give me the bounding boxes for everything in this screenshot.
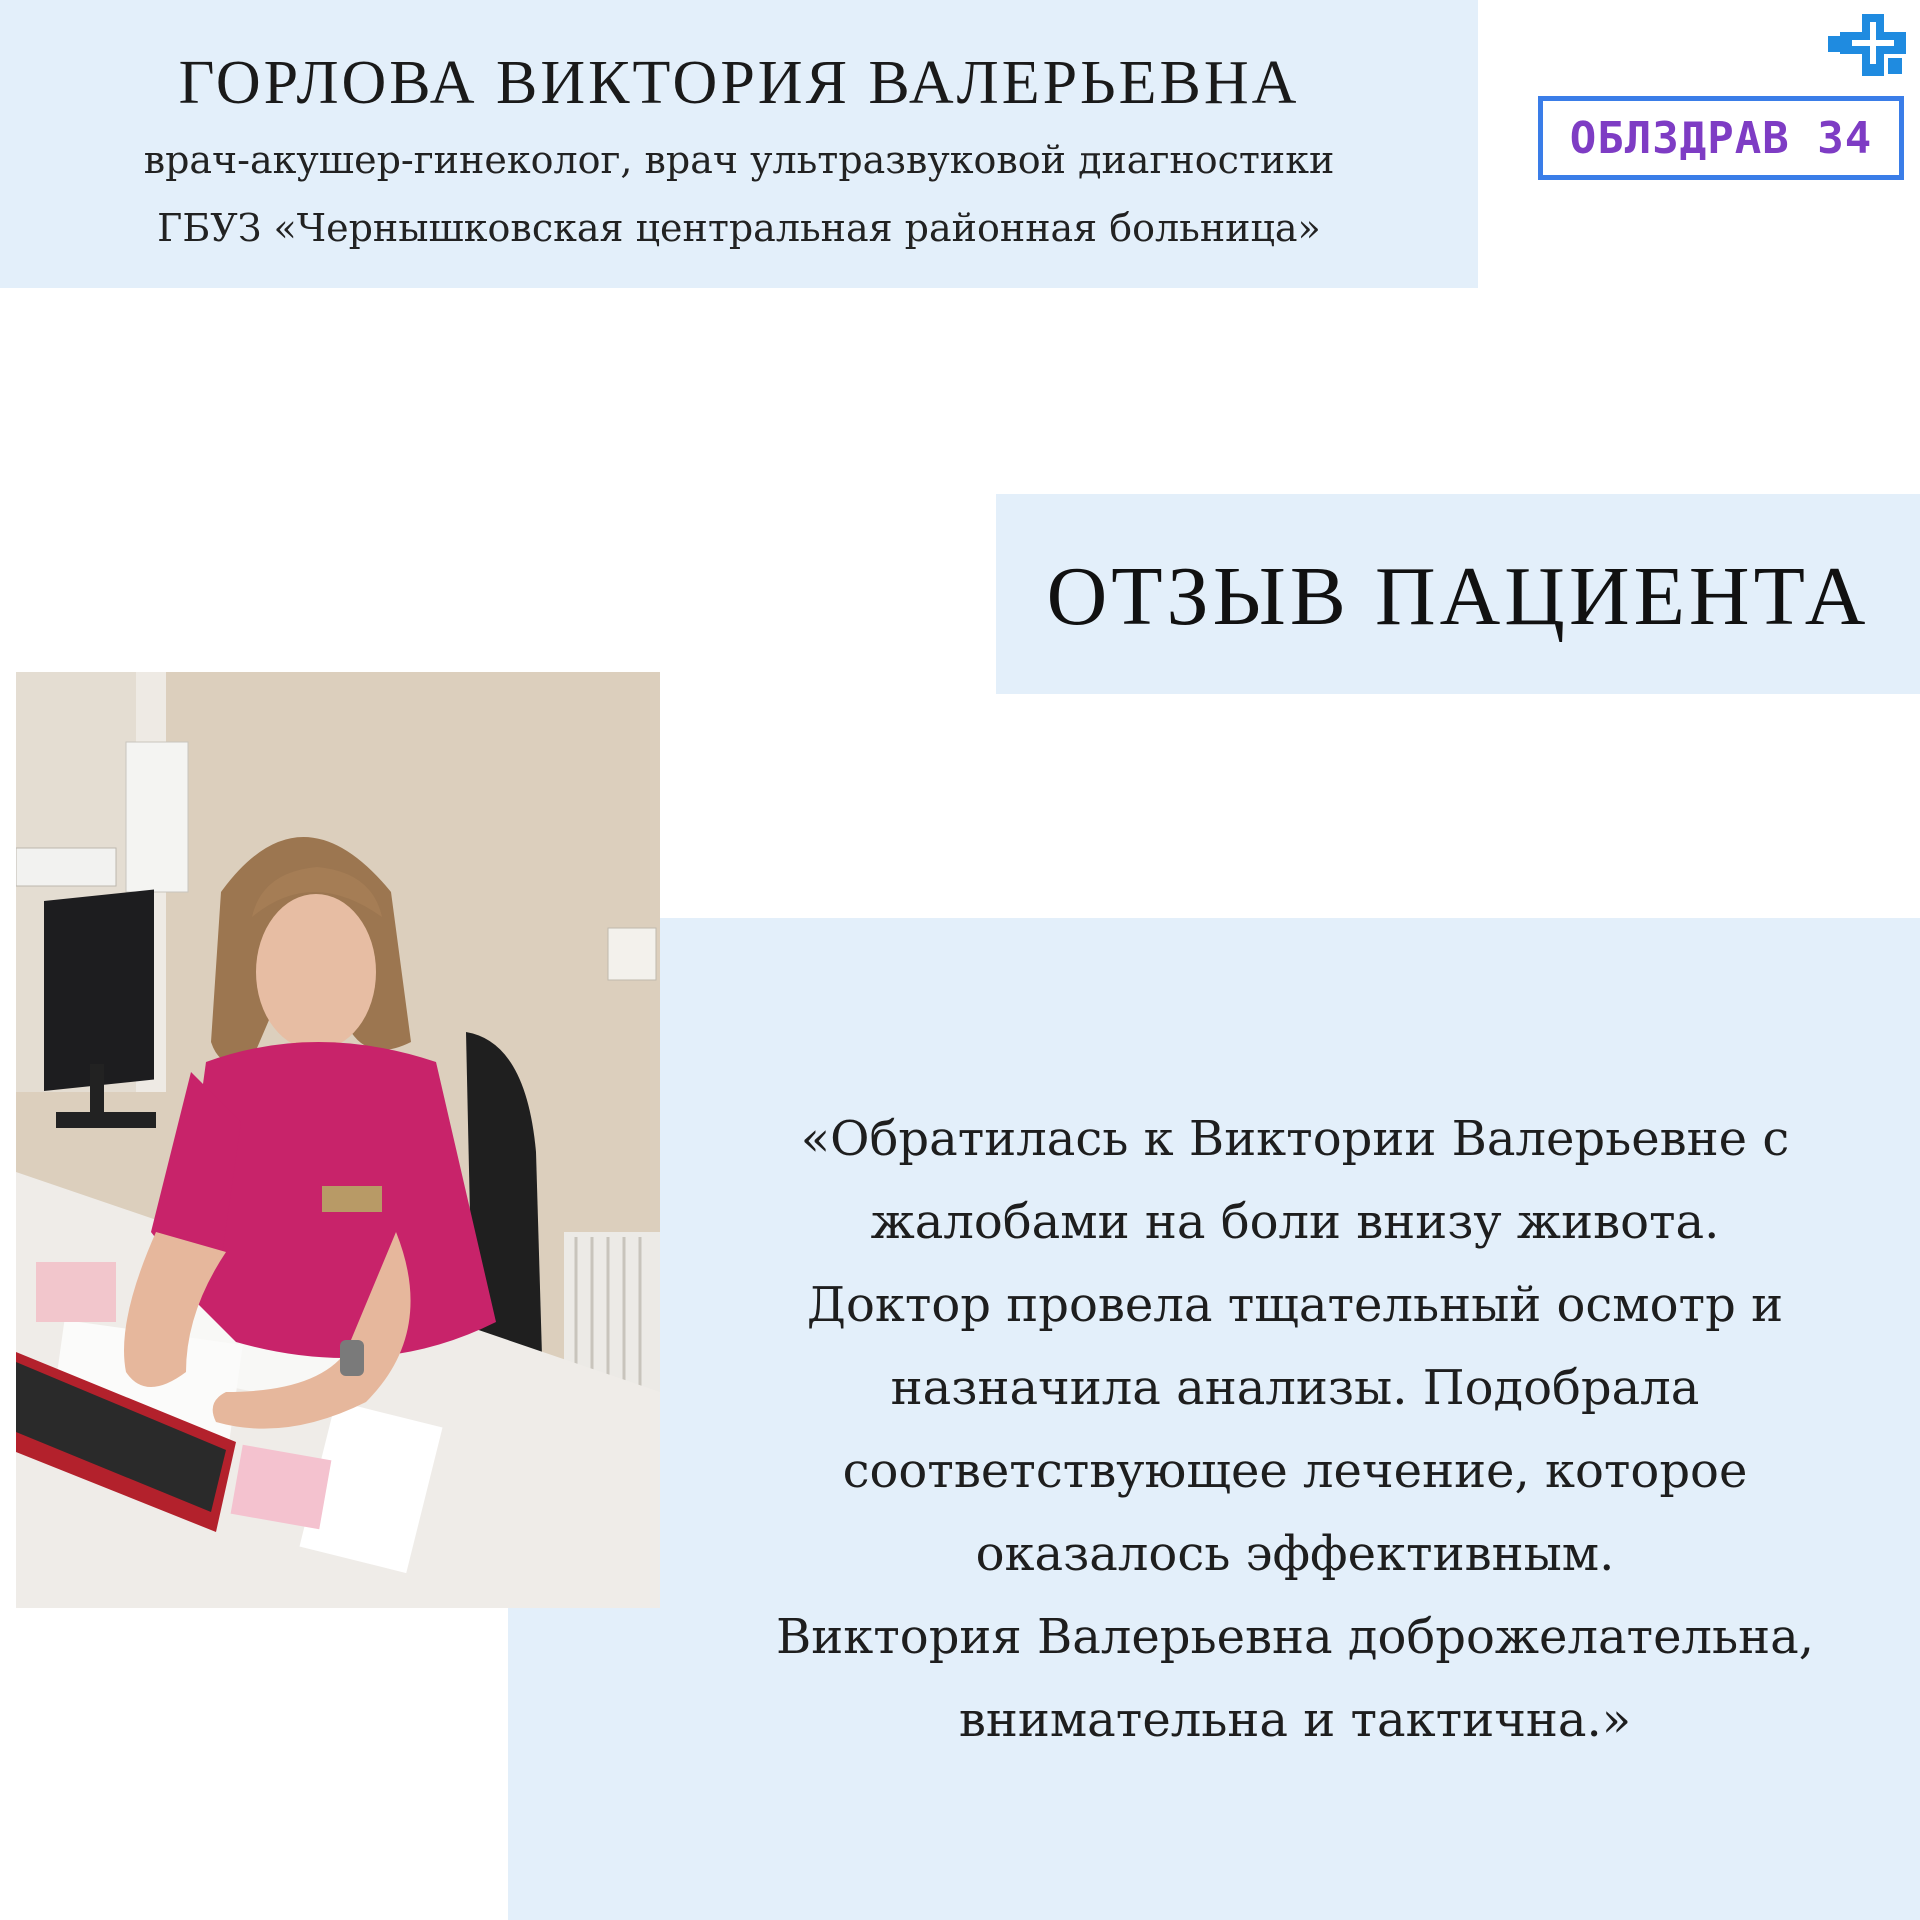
header-panel (0, 0, 1478, 288)
medical-cross-icon (1822, 14, 1918, 86)
logo-text: ОБЛЗДРАВ 34 (1569, 112, 1873, 164)
review-line: Доктор провела тщательный осмотр и (806, 1277, 1784, 1333)
review-line: внимательна и тактична.» (958, 1692, 1632, 1748)
review-title-panel (996, 494, 1920, 694)
doctor-name: ГОРЛОВА ВИКТОРИЯ ВАЛЕРЬЕВНА (178, 49, 1300, 117)
review-text (720, 1098, 1870, 1762)
review-line: Виктория Валерьевна доброжелательна, (775, 1609, 1815, 1665)
doctor-organization: ГБУЗ «Чернышковская центральная районная больница» (157, 206, 1321, 250)
review-title: ОТЗЫВ ПАЦИЕНТА (1046, 550, 1870, 643)
doctor-photo (16, 672, 660, 1608)
review-line: «Обратилась к Виктории Валерьевне с (800, 1111, 1790, 1167)
review-panel-extension (508, 1608, 668, 1920)
logo-frame (1538, 96, 1904, 180)
doctor-position: врач-акушер-гинеколог, врач ультразвуковой диагностики (143, 138, 1335, 182)
review-line: назначила анализы. Подобрала (890, 1360, 1700, 1416)
review-line: оказалось эффективным. (975, 1526, 1615, 1582)
review-line: соответствующее лечение, которое (842, 1443, 1748, 1499)
photo-illustration (16, 672, 660, 1608)
review-line: жалобами на боли внизу живота. (870, 1194, 1720, 1250)
